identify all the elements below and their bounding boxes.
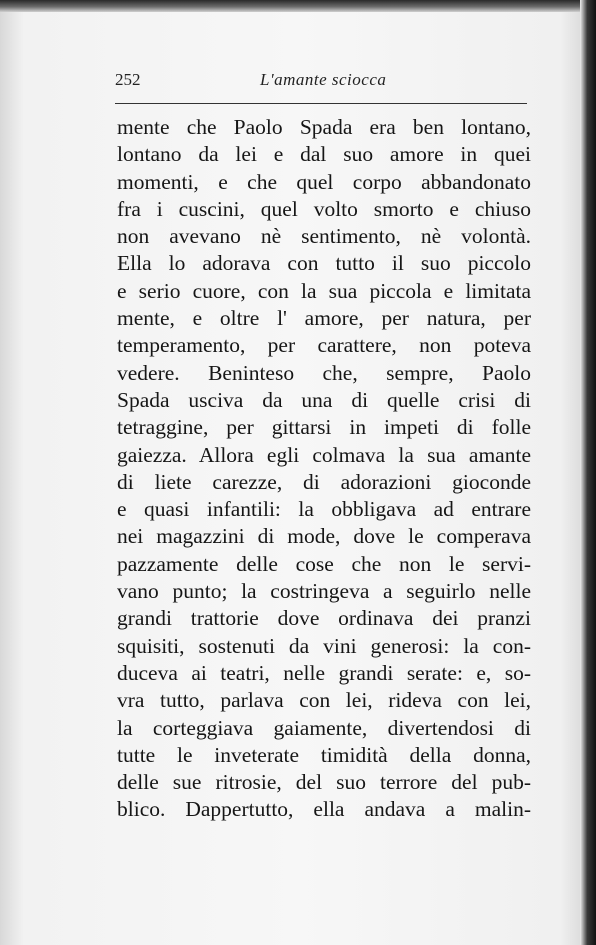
- text-line: gaiezza. Allora egli colmava la sua amante: [117, 442, 531, 467]
- page-header: [115, 70, 527, 96]
- text-line: tutte le inveterate timidità della donna,: [117, 742, 531, 767]
- text-line: Spada usciva da una di quelle crisi di: [117, 387, 531, 412]
- header-rule: [115, 103, 527, 104]
- text-line: mente, e oltre l' amore, per natura, per: [117, 306, 531, 331]
- text-line: vedere. Beninteso che, sempre, Paolo: [117, 360, 531, 385]
- running-title: L'amante sciocca: [260, 70, 387, 89]
- text-line: Ella lo adorava con tutto il suo piccolo: [117, 251, 531, 276]
- text-line: fra i cuscini, quel volto smorto e chiuso: [117, 196, 531, 221]
- text-line: e serio cuore, con la sua piccola e limitata: [117, 278, 531, 303]
- body-text: [117, 114, 531, 824]
- text-line: e quasi infantili: la obbligava ad entrare: [117, 497, 531, 522]
- text-line: mente che Paolo Spada era ben lontano,: [117, 115, 531, 139]
- text-line: duceva ai teatri, nelle grandi serate: e, so-: [117, 660, 531, 685]
- text-line: pazzamente delle cose che non le servi-: [117, 551, 531, 576]
- text-line: squisiti, sostenuti da vini generosi: la con-: [117, 633, 531, 658]
- text-line: tetraggine, per gittarsi in impeti di folle: [117, 415, 531, 440]
- text-line: di liete carezze, di adorazioni gioconde: [117, 469, 531, 494]
- scan-binding-edge: [580, 0, 596, 945]
- text-line: lontano da lei e dal suo amore in quei: [117, 142, 531, 167]
- text-line: vra tutto, parlava con lei, rideva con lei,: [117, 688, 531, 713]
- text-line: blico. Dappertutto, ella andava a malin-: [117, 797, 531, 822]
- text-line: non avevano nè sentimento, nè volontà.: [117, 224, 531, 249]
- page-number: 252: [115, 70, 141, 89]
- text-line: delle sue ritrosie, del suo terrore del pub-: [117, 770, 531, 795]
- text-line: la corteggiava gaiamente, divertendosi di: [117, 715, 531, 740]
- scan-top-edge: [0, 0, 596, 12]
- text-line: vano punto; la costringeva a seguirlo nelle: [117, 579, 531, 604]
- text-line: momenti, e che quel corpo abbandonato: [117, 169, 531, 194]
- text-line: nei magazzini di mode, dove le comperava: [117, 524, 531, 549]
- text-line: temperamento, per carattere, non poteva: [117, 333, 531, 358]
- text-line: grandi trattorie dove ordinava dei pranzi: [117, 606, 531, 631]
